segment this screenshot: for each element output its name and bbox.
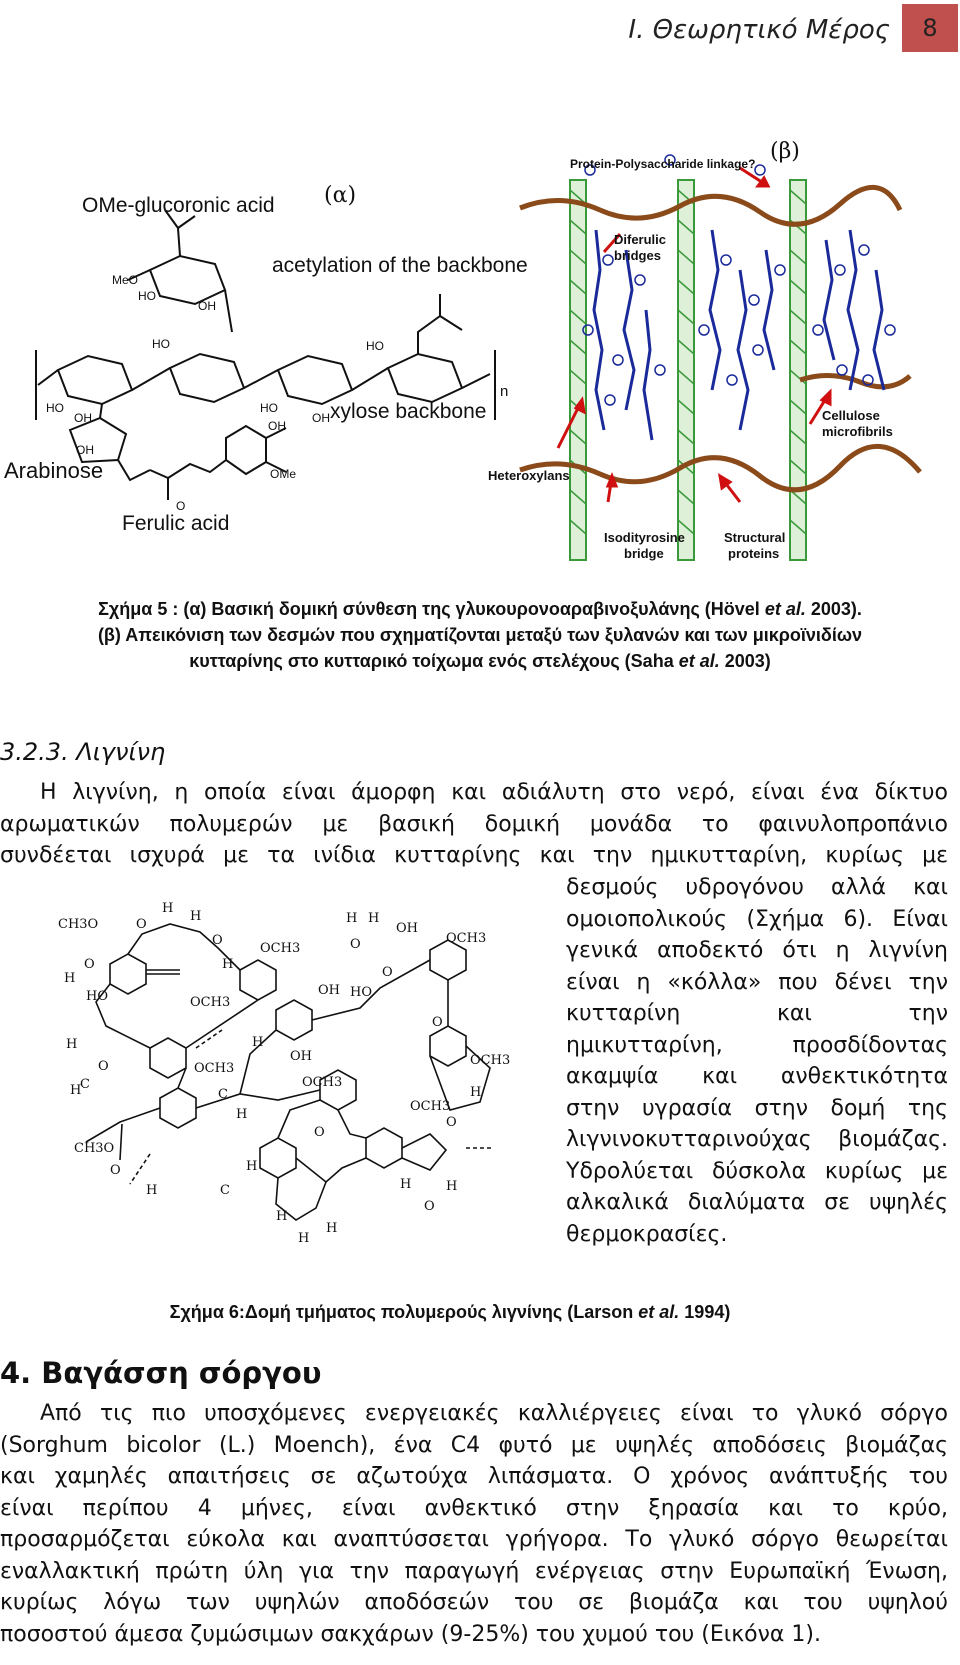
ch3o-label: CH3O [58,917,99,932]
paragraph-line: εναλλακτική πρώτη ύλη για την παραγωγή ενέργειας στην Ευρωπαϊκή Ένωση, [0,1558,948,1584]
ho-label-5: HO [366,339,384,353]
ch3o-label: CH3O [74,1141,115,1156]
atom-o: O [314,1125,325,1140]
paragraph-line: προσαρμόζεται εύκολα και αναπτύσσεται γρήγορα. Το γλυκό σόργο θεωρείται [0,1527,948,1552]
paragraph-line: είναι περίπου 4 μήνες, είναι ανθεκτικό στην ξηρασία και το κρύο, [0,1495,948,1521]
acetylation-label: acetylation of the backbone [272,254,528,277]
page-number-badge: 8 [902,4,958,52]
chapter-paragraph [0,1398,948,1650]
paragraph-line: αρωματικών πολυμερών με βασική δομική μονάδα το φαινυλοπροπάνιο [0,811,948,837]
oh-label-5: OH [268,419,286,433]
atom-h: H [346,911,358,926]
och3-label: OCH3 [260,941,301,956]
caption-1-et-al: et al. [764,599,806,619]
paragraph-line: και χαμηλές απαιτήσεις σε αζωτούχα λιπάσματα. Ο χρόνος ανάπτυξής του [0,1464,948,1489]
side-line: γενικά αποδεκτό ότι η λιγνίνη [566,938,948,963]
figure-5b [488,130,940,570]
atom-c: C [218,1087,228,1102]
ho-label-3: HO [46,401,64,415]
paragraph-line: Η λιγνίνη, η οποία είναι άμορφη και αδιάλυτη στο νερό, είναι ένα δίκτυο [40,780,948,805]
heteroxylans-label: Heteroxylans [488,468,570,483]
atom-o: O [424,1199,435,1214]
section-heading: 3.2.3. Λιγνίνη [0,738,166,766]
arabinose-label: Arabinose [4,458,104,483]
atom-h: H [236,1107,248,1122]
side-line: δεσμούς υδρογόνου αλλά και [566,875,948,900]
ho-label-1: HO [138,289,156,303]
section-paragraph [0,777,948,872]
och3-label: OCH3 [302,1075,343,1090]
side-line: αλκαλικά διαλύματα σε υψηλές [566,1190,948,1215]
ome-label: OMe [270,467,297,481]
atom-h: H [326,1221,338,1236]
ho-label: HO [350,985,372,1000]
oh-label-1: OH [198,299,216,313]
atom-c: C [80,1077,90,1092]
oh-label-2: OH [312,411,330,425]
figure-5-caption-line-2: (β) Απεικόνιση των δεσμών που σχηματίζονται μεταξύ των ξυλανών και των μικροϊνιδίων [97,625,863,645]
och3-label: OCH3 [410,1099,451,1114]
atom-c: C [220,1183,230,1198]
bridges-label: bridges [614,248,661,263]
ferulic-acid-label: Ferulic acid [122,512,230,535]
figure-5-caption-line-1 [0,596,960,622]
panel-a-label: (α) [324,183,357,208]
oh-label-3: OH [74,411,92,425]
cellulose-label: Cellulose [822,408,880,423]
figure-6-caption-year: 1994) [679,1302,731,1322]
figure-6-caption [100,1299,800,1325]
atom-h: H [162,901,174,916]
figure-5a [0,160,528,580]
atom-o: O [432,1015,443,1030]
panel-b-label: (β) [770,139,800,164]
atom-h: H [66,1037,78,1052]
paragraph-line: συνδέεται ισχυρά με τα ινίδια κυτταρίνης και την ημικυτταρίνη, κυρίως με [0,843,948,868]
atom-o: O [110,1163,121,1178]
caption-1-year: 2003). [805,599,862,619]
ho-label-2: HO [152,337,170,351]
atom-h: H [298,1231,310,1246]
repeat-n-label: n [500,383,509,400]
proteins-label: proteins [728,546,780,561]
atom-h: H [222,957,234,972]
side-line: κυτταρίνη και την [566,1001,948,1026]
side-line: ομοιοπολικούς (Σχήμα 6). Είναι [566,906,948,932]
atom-h: H [146,1183,158,1198]
o-label: O [176,499,186,513]
lignin-structure [50,898,530,1246]
figure-5-caption [0,596,960,674]
paragraph-line: κυρίως λόγω των υψηλών αποδόσεών του σε βιομάζα και του υψηλού [0,1590,948,1615]
figure-6-caption-et-al: et al. [638,1302,680,1322]
isodityrosine-label: Isodityrosine [604,530,685,545]
atom-h: H [246,1159,258,1174]
atom-o: O [98,1059,109,1074]
och3-label: OCH3 [190,995,231,1010]
atom-h: H [70,1083,82,1098]
oh-label: OH [396,921,418,936]
atom-h: H [252,1035,264,1050]
atom-h: H [190,909,202,924]
side-line: είναι η «κόλλα» που δένει την [566,969,948,995]
atom-o: O [350,937,361,952]
atom-h: H [400,1177,412,1192]
bridge-label: bridge [624,546,664,561]
atom-h: H [64,971,76,986]
xylose-backbone-label: xylose backbone [330,400,487,423]
section-side-paragraph [566,872,948,1250]
side-line: λιγνινοκυτταρινούχας βιομάζας. [566,1127,948,1152]
ho-label: HO [86,989,108,1004]
side-line: ημικυτταρίνη, προσδίδοντας [566,1032,948,1058]
caption-3-text: κυτταρίνης στο κυτταρικό τοίχωμα ενός στελέχους (Saha [189,651,679,671]
glucuronoarabinoxylan-structure [0,160,528,580]
figure-6-caption-text: Σχήμα 6:Δομή τμήματος πολυμερούς λιγνίνης (Larson [169,1302,639,1322]
microfibrils-label: microfibrils [822,424,893,439]
oh-label-4: OH [76,443,94,457]
glucoronic-acid-label: OMe-glucoronic acid [82,194,275,217]
atom-o: O [446,1115,457,1130]
linkage-label: Protein-Polysaccharide linkage? [570,157,756,171]
atom-o: O [136,917,147,932]
paragraph-line: (Sorghum bicolor (L.) Moench), ένα C4 φυτό με υψηλές αποδόσεις βιομάζας [0,1432,948,1458]
meo-label: MeO [112,273,139,287]
och3-label: OCH3 [194,1061,235,1076]
paragraph-line: ποσοστού άμεσα ζυμώσιμων σακχάρων (9-25%) του χυμού του (Εικόνα 1). [0,1621,821,1647]
och3-label: OCH3 [446,931,487,946]
caption-3-et-al: et al. [678,651,720,671]
caption-1-text: Σχήμα 5 : (α) Βασική δομική σύνθεση της γλυκουρονοαραβινοξυλάνης (Hövel [98,599,765,619]
side-line: στην υγρασία στην δομή της [566,1095,948,1121]
structural-label: Structural [724,530,786,545]
diferulic-label: Diferulic [614,232,667,247]
oh-label: OH [290,1049,312,1064]
figure-6 [50,898,530,1246]
figure-5-caption-line-3 [0,648,960,674]
cell-wall-diagram [488,130,940,570]
atom-h: H [276,1209,288,1224]
atom-h: H [446,1179,458,1194]
atom-o: O [84,957,95,972]
side-line: ακαμψία και ανθεκτικότητα [566,1064,948,1089]
oh-label: OH [318,983,340,998]
side-line: Υδρολύεται δύσκολα κυρίως με [566,1158,948,1184]
side-line: θερμοκρασίες. [566,1221,728,1247]
atom-o: O [382,965,393,980]
paragraph-line: Από τις πιο υποσχόμενες ενεργειακές καλλιέργειες είναι το γλυκό σόργο [40,1401,948,1426]
caption-3-year: 2003) [719,651,771,671]
page-header-title: Ι. Θεωρητικό Μέρος [628,15,890,45]
ho-label-4: HO [260,401,278,415]
atom-h: H [368,911,380,926]
chapter-heading: 4. Βαγάσση σόργου [0,1356,322,1390]
atom-h: H [470,1085,482,1100]
och3-label: OCH3 [470,1053,511,1068]
atom-o: O [212,933,223,948]
